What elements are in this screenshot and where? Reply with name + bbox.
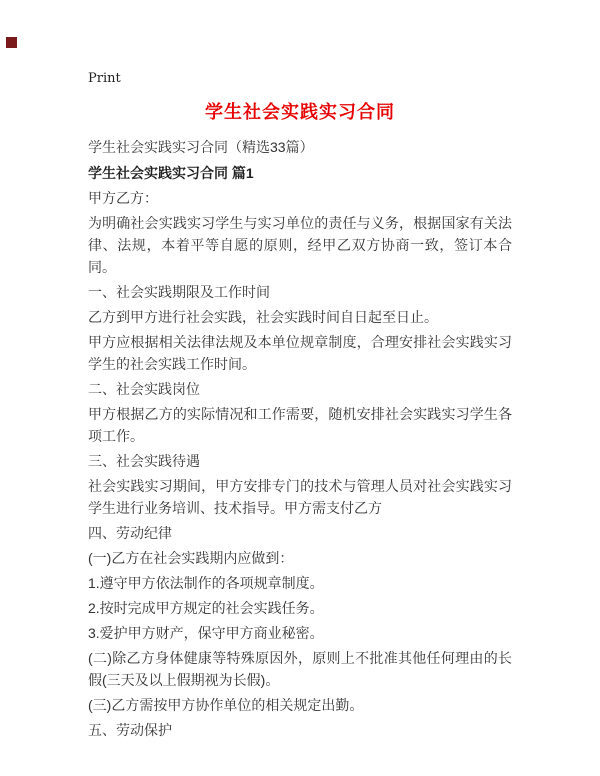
contract-section-heading: 五、劳动保护	[88, 722, 172, 738]
page-corner-marker-icon	[6, 37, 17, 48]
contract-paragraph: 社会实践实习期间，甲方安排专门的技术与管理人员对社会实践实习学生进行业务培训、技术指导。甲方需支付乙方	[88, 478, 512, 516]
contract-body	[88, 187, 512, 741]
contract-paragraph: 2.按时完成甲方规定的社会实践任务。	[88, 600, 324, 616]
contract-section-heading: 三、社会实践待遇	[88, 453, 200, 469]
contract-paragraph: 甲方根据乙方的实际情况和工作需要，随机安排社会实践实习学生各项工作。	[88, 406, 512, 444]
contract-paragraph: (三)乙方需按甲方协作单位的相关规定出勤。	[88, 697, 364, 713]
contract-paragraph: 3.爱护甲方财产，保守甲方商业秘密。	[88, 625, 324, 641]
page-title: 学生社会实践实习合同	[205, 102, 395, 122]
collection-subtitle: 学生社会实践实习合同（精选33篇）	[88, 139, 314, 155]
contract-paragraph: 甲方应根据相关法律法规及本单位规章制度，合理安排社会实践实习学生的社会实践工作时间。	[88, 334, 512, 372]
contract-paragraph: 甲方乙方：	[88, 190, 158, 206]
contract-paragraph: (一)乙方在社会实践期内应做到：	[88, 550, 294, 566]
contract-paragraph: 为明确社会实践实习学生与实习单位的责任与义务，根据国家有关法律、法规，本着平等自愿的原则，经甲乙双方协商一致，签订本合同。	[88, 215, 512, 275]
print-button[interactable]: Print	[88, 71, 121, 86]
contract-paragraph: (二)除乙方身体健康等特殊原因外，原则上不批准其他任何理由的长假(三天及以上假期视为长假)。	[88, 650, 512, 688]
article-heading: 学生社会实践实习合同 篇1	[88, 165, 254, 181]
contract-section-heading: 二、社会实践岗位	[88, 381, 200, 397]
contract-section-heading: 一、社会实践期限及工作时间	[88, 284, 270, 300]
contract-section-heading: 四、劳动纪律	[88, 525, 172, 541]
contract-paragraph: 乙方到甲方进行社会实践，社会实践时间自日起至日止。	[88, 309, 438, 325]
contract-paragraph: 1.遵守甲方依法制作的各项规章制度。	[88, 575, 324, 591]
